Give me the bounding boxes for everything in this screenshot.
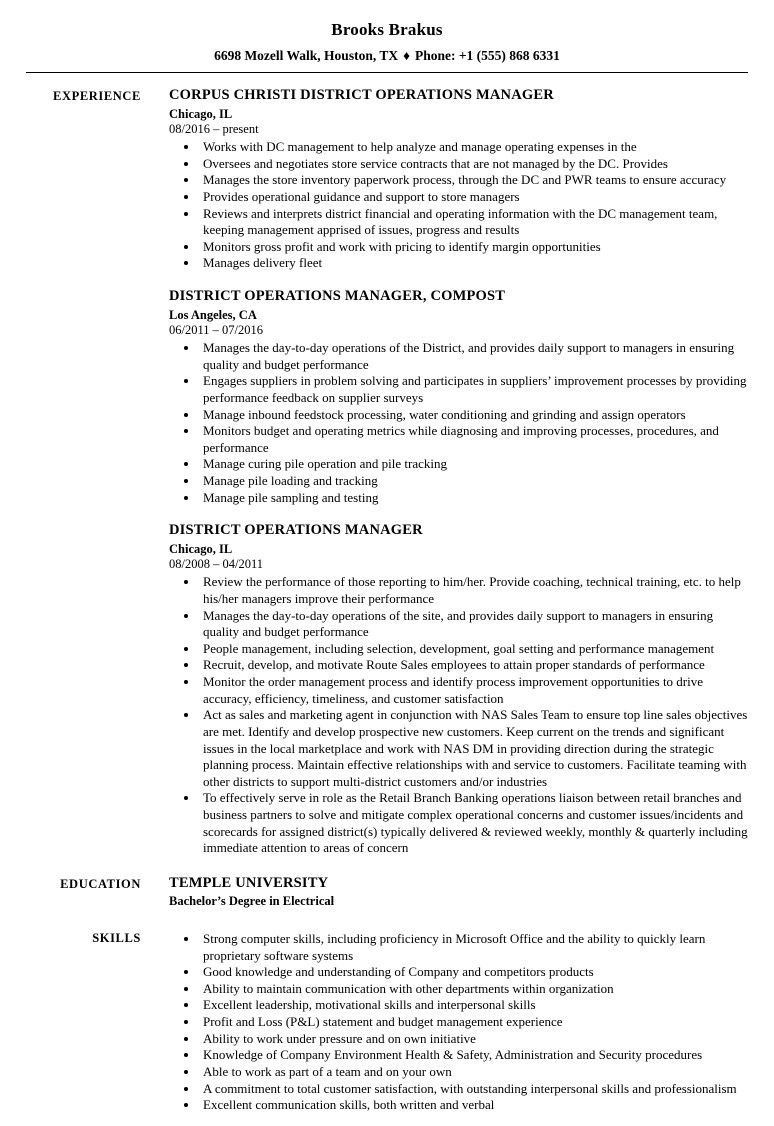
job-bullets (169, 139, 748, 272)
education-entry (169, 875, 748, 909)
list-item: • Manage curing pile operation and pile tracking (199, 456, 748, 473)
section-education (26, 875, 748, 927)
list-item: • Monitors budget and operating metrics while diagnosing and improving processes, procedures, and performance (199, 423, 748, 456)
list-item: • Reviews and interprets district financial and operating information with the DC management team, keeping management apprised of issues, progress and results (199, 206, 748, 239)
experience-entry (169, 87, 748, 272)
list-item: • Provides operational guidance and support to store managers (199, 189, 748, 206)
section-label-education: EDUCATION (60, 876, 141, 891)
education-body (141, 875, 748, 927)
list-item: • Profit and Loss (P&L) statement and budget management experience (199, 1014, 748, 1031)
list-item: • Review the performance of those reporting to him/her. Provide coaching, technical training, etc. to help his/her managers improve their performance (199, 574, 748, 607)
list-item: • Oversees and negotiates store service contracts that are not managed by the DC. Provides (199, 156, 748, 173)
list-item: • Knowledge of Company Environment Health & Safety, Administration and Security procedures (199, 1047, 748, 1064)
section-skills (26, 929, 748, 1114)
list-item: • Manage inbound feedstock processing, water conditioning and grinding and assign operators (199, 407, 748, 424)
contact-phone: Phone: +1 (555) 868 6331 (414, 48, 560, 63)
experience-entry (169, 288, 748, 506)
job-bullets (169, 574, 748, 857)
skills-bullets (169, 931, 748, 1114)
list-item: • Strong computer skills, including proficiency in Microsoft Office and the ability to quickly learn proprietary software systems (199, 931, 748, 964)
section-label-experience: EXPERIENCE (53, 89, 141, 103)
section-experience (26, 87, 748, 873)
list-item: • Act as sales and marketing agent in conjunction with NAS Sales Team to ensure top line sales objectives are met. Identify and develop prospective new customers. Keep current on the trends and significant issues in the local marketplace and work with NAS DM in providing direction during the strategic planning process. Maintain effective relationships with and service to customers. Facilitate teaming with other districts to support multi-district customers and/or industries (199, 707, 748, 790)
job-title: CORPUS CHRISTI DISTRICT OPERATIONS MANAGER (169, 87, 554, 103)
job-title: DISTRICT OPERATIONS MANAGER, COMPOST (169, 288, 506, 304)
list-item: • Ability to maintain communication with other departments within organization (199, 981, 748, 998)
job-dates: 08/2008 – 04/2011 (169, 557, 263, 572)
experience-entry (169, 522, 748, 857)
job-location: Chicago, IL (169, 107, 233, 121)
list-item: • Manages delivery fleet (199, 255, 748, 272)
list-item: • Engages suppliers in problem solving and participates in suppliers’ improvement processes by providing performance feedback on supplier surveys (199, 373, 748, 406)
list-item: • A commitment to total customer satisfaction, with outstanding interpersonal skills and professionalism (199, 1081, 748, 1098)
list-item: • Manages the day-to-day operations of the District, and provides daily support to managers in ensuring quality and budget performance (199, 340, 748, 373)
page-title: Brooks Brakus (331, 20, 443, 39)
education-degree: Bachelor’s Degree in Electrical (169, 893, 335, 908)
list-item: • Manage pile sampling and testing (199, 490, 748, 507)
skills-body (141, 929, 748, 1114)
list-item: • To effectively serve in role as the Retail Branch Banking operations liaison between retail branches and business partners to solve and mitigate complex operational concerns and customer issues/incidents and scorecards for assigned district(s) typically delivered & reviewed weekly, monthly & quarterly including immediate attention to areas of concern (199, 790, 748, 857)
job-location: Los Angeles, CA (169, 308, 257, 322)
header-divider (26, 72, 748, 73)
list-item: • Able to work as part of a team and on your own (199, 1064, 748, 1081)
job-location: Chicago, IL (169, 542, 233, 557)
list-item: • Manages the store inventory paperwork process, through the DC and PWR teams to ensure accuracy (199, 172, 748, 189)
list-item: • Monitors gross profit and work with pricing to identify margin opportunities (199, 239, 748, 256)
job-title: DISTRICT OPERATIONS MANAGER (169, 522, 423, 539)
job-bullets (169, 340, 748, 506)
list-item: • Excellent communication skills, both written and verbal (199, 1097, 748, 1114)
list-item: • Manage pile loading and tracking (199, 473, 748, 490)
list-item: • People management, including selection, development, goal setting and performance management (199, 641, 748, 658)
list-item: • Recruit, develop, and motivate Route Sales employees to attain proper standards of performance (199, 657, 748, 674)
experience-body (141, 87, 748, 873)
list-item: • Ability to work under pressure and on own initiative (199, 1031, 748, 1048)
contact-address: 6698 Mozell Walk, Houston, TX (214, 48, 399, 63)
diamond-icon: ♦ (403, 48, 410, 63)
list-item: • Monitor the order management process and identify process improvement opportunities to drive accuracy, efficiency, timeliness, and customer satisfaction (199, 674, 748, 707)
list-item: • Works with DC management to help analyze and manage operating expenses in the (199, 139, 748, 156)
list-item: • Excellent leadership, motivational skills and interpersonal skills (199, 997, 748, 1014)
education-school: TEMPLE UNIVERSITY (169, 874, 329, 891)
section-label-skills: SKILLS (92, 930, 141, 945)
list-item: • Manages the day-to-day operations of the site, and provides daily support to managers in ensuring quality and budget performance (199, 608, 748, 641)
job-dates: 08/2016 – present (169, 122, 259, 136)
contact-line (26, 48, 748, 64)
list-item: • Good knowledge and understanding of Company and competitors products (199, 964, 748, 981)
job-dates: 06/2011 – 07/2016 (169, 323, 263, 337)
